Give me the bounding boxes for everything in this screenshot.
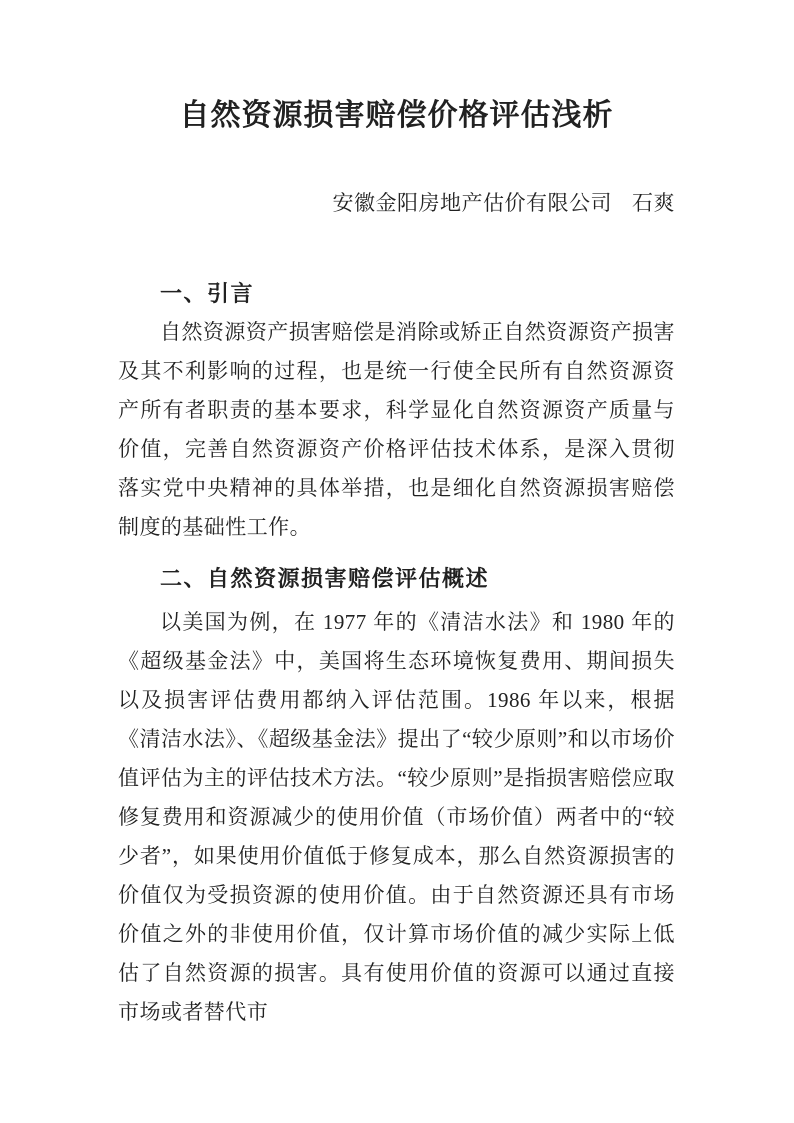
byline-company: 安徽金阳房地产估价有限公司 (332, 191, 612, 215)
byline (118, 189, 675, 218)
section-heading-introduction: 一、引言 (160, 281, 255, 306)
paragraph-introduction: 自然资源资产损害赔偿是消除或矫正自然资源资产损害及其不利影响的过程，也是统一行使全民所有自然资源资产所有者职责的基本要求，科学显化自然资源资产质量与价值，完善自然资源资产价格评估技术体系，是深入贯彻落实党中央精神的具体举措，也是细化自然资源损害赔偿制度的基础性工作。 (118, 320, 675, 539)
document-body (118, 274, 675, 1032)
byline-author: 石爽 (632, 191, 675, 215)
section-heading-overview: 二、自然资源损害赔偿评估概述 (160, 566, 490, 591)
document-title: 自然资源损害赔偿价格评估浅析 (179, 99, 614, 132)
paragraph-overview: 以美国为例，在 1977 年的《清洁水法》和 1980 年的《超级基金法》中，美国将生态环境恢复费用、期间损失以及损害评估费用都纳入评估范围。1986 年以来，根据《清洁水法》、《超级基金法》提出了“较少原则”和以市场价值评估为主的评估技术方法。“较少原则”是指损害赔偿应取修复费用和资源减少的使用价值（市场价值）两者中的“较少者”，如果使用价值低于修复成本，那么自然资源损害的价值仅为受损资源的使用价值。由于自然资源还具有市场价值之外的非使用价值，仅计算市场价值的减少实际上低估了自然资源的损害。具有使用价值的资源可以通过直接市场或者替代市 (118, 610, 675, 1024)
